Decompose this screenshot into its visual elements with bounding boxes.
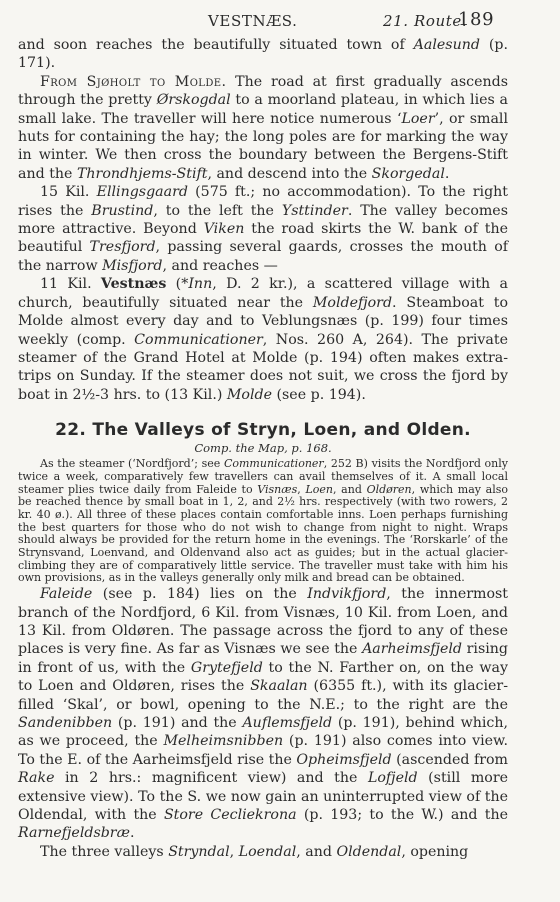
paragraph-aalesund: and soon reaches the beautifully situated town of Aalesund (p. 171). — [18, 37, 508, 72]
page-header — [18, 8, 508, 36]
paragraph-three-valleys: The three valleys Stryndal, Loendal, and Oldendal, opening — [40, 843, 469, 860]
route-number: 21. Route. — [383, 12, 468, 30]
page-number: 189 — [458, 9, 495, 30]
page-body-continued — [18, 585, 508, 861]
page-body — [18, 36, 508, 455]
running-title: VESTNÆS. — [208, 12, 298, 30]
paragraph-sjoholt-to-molde: From Sjøholt to Molde. The road at first gradually ascends through the pretty Ørskogdal to a moorland plateau, in which lies a small lake. The traveller will here notice numerous ‘Loer’, or small huts for containing the hay; the long poles are for marking the way in winter. We then cross the boundary between the Bergens-Stift and the Throndhjems-Stift, and descend into the Skorgedal. — [18, 73, 508, 182]
section-subtitle: Comp. the Map, p. 168. — [194, 441, 332, 456]
paragraph-steamer-note: As the steamer (‘Nordfjord’; see Communicationer, 252 B) visits the Nordfjord only twice a week, comparatively few travellers can avail themselves of it. A small local steamer plies twice daily from Faleide to Visnæs, Loen, and Oldøren, which may also be reached thence by small boat in 1, 2, and 2½ hrs. respectively (with two rowers, 2 kr. 40 ø.). All three of these places contain comfortable inns. Loen perhaps furnishing the best quarters for those who do not wish to change from night to night. Wraps should always be provided for the return home in the evenings. The ‘Rorskarle’ of the Strynsvand, Loenvand, and Oldenvand also act as guides; but in the actual glacier-climbing they are of comparatively little service. The traveller must take with him his own provisions, as in the valleys generally only milk and bread can be obtained. — [18, 457, 509, 585]
paragraph-vestnaes: 11 Kil. Vestnæs (*Inn, D. 2 kr.), a scattered village with a church, beautifully situated near the Moldefjord. Steamboat to Molde almost every day and to Veblungsnæs (p. 199) four times weekly (comp. Communicationer, Nos. 260 A, 264). The private steamer of the Grand Hotel at Molde (p. 194) often makes extra-trips on Sunday. If the steamer does not suit, we cross the fjord by boat in 2½-3 hrs. to (13 Kil.) Molde (see p. 194). — [18, 276, 508, 403]
section-title: 22. The Valleys of Stryn, Loen, and Olden. — [55, 420, 471, 441]
paragraph-faleide: Faleide (see p. 184) lies on the Indvikfjord, the innermost branch of the Nordfjord, 6 Kil. from Visnæs, 10 Kil. from Loen, and 13 Kil. from Oldøren. The passage across the fjord to any of these places is very fine. As far as Visnæs we see the Aarheimsfjeld rising in front of us, with the Grytefjeld to the N. Farther on, on the way to Loen and Oldøren, rises the Skaalan (6355 ft.), with its glacier-filled ‘Skal’, or bowl, opening to the N.E.; to the right are the Sandenibben (p. 191) and the Auflemsfjeld (p. 191), behind which, as we proceed, the Melheimsnibben (p. 191) also comes into view. To the E. of the Aarheimsfjeld rise the Opheimsfjeld (ascended from Rake in 2 hrs.: magnificent view) and the Lofjeld (still more extensive view). To the S. we now gain an uninterrupted view of the Oldendal, with the Store Cecliekrona (p. 193; to the W.) and the Rarnefjeldsbræ. — [18, 586, 509, 842]
paragraph-ellingsgaard: 15 Kil. Ellingsgaard (575 ft.; no accommodation). To the right rises the Brustind, to the left the Ysttinder. The valley becomes more attractive. Beyond Viken the road skirts the W. bank of the beautiful Tresfjord, passing several gaards, crosses the mouth of the narrow Misfjord, and reaches — — [18, 184, 509, 274]
small-print-note — [18, 458, 508, 585]
